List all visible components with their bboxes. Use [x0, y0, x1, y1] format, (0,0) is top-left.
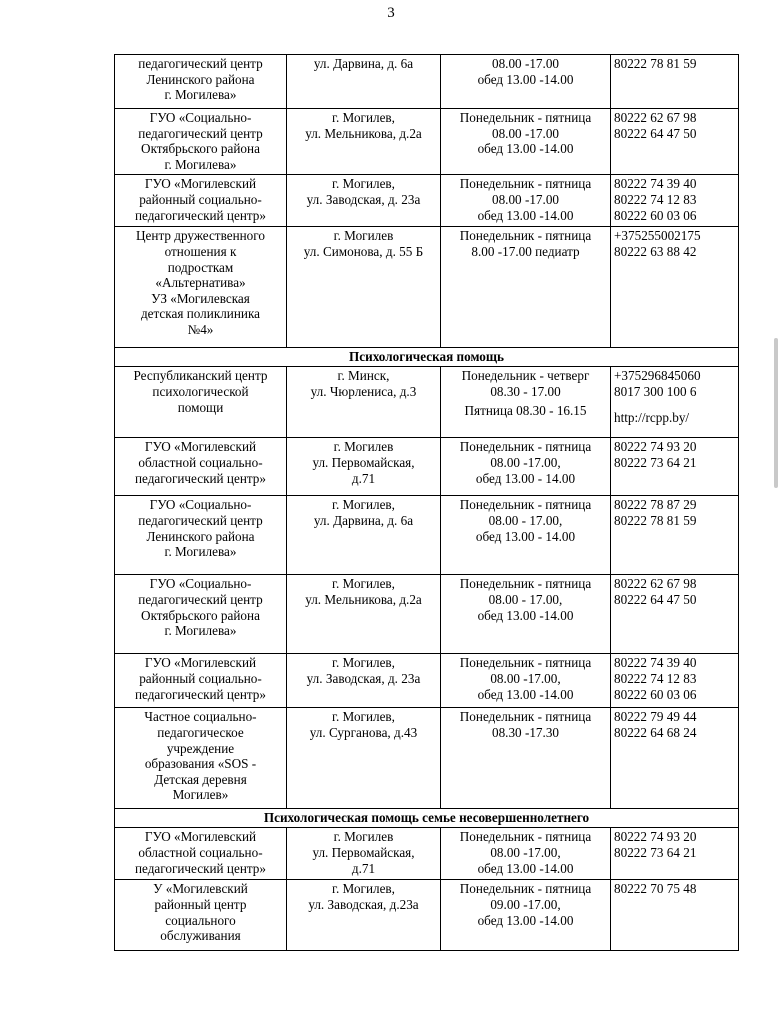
- cell-line: 80222 63 88 42: [614, 243, 697, 259]
- cell-line: ул. Сурганова, д.43: [309, 724, 418, 740]
- address-cell: [287, 575, 441, 654]
- cell-line: ГУО «Могилевский: [144, 176, 257, 192]
- hours-cell: [441, 55, 611, 109]
- cell-line: Понедельник - пятница: [459, 439, 592, 455]
- cell-line: Понедельник - четверг: [461, 368, 590, 384]
- cell-line: 80222 73 64 21: [614, 454, 697, 470]
- cell-line: 80222 74 39 40: [614, 176, 697, 192]
- table-row: [115, 175, 739, 227]
- phone-cell: [611, 880, 739, 951]
- cell-line: 80222 62 67 98: [614, 110, 697, 125]
- cell-line: 08.00 -17.00: [491, 191, 560, 207]
- cell-line: педагогический центр»: [134, 686, 266, 702]
- cell-line: отношения к: [164, 243, 237, 259]
- website-link[interactable]: http://rcpp.by/: [614, 409, 690, 425]
- cell-line: 09.00 -17.00,: [490, 896, 561, 912]
- cell-line: ул. Дарвина, д. 6а: [313, 56, 414, 71]
- cell-line: 80222 74 93 20: [614, 439, 697, 455]
- hours-cell: [441, 654, 611, 708]
- cell-line: 08.00 -17.00: [491, 56, 560, 71]
- cell-line: У «Могилевский: [153, 881, 248, 897]
- cell-line: г. Могилев: [333, 228, 394, 244]
- cell-line: ул. Заводская, д. 23а: [306, 670, 421, 686]
- phone-cell: [611, 367, 739, 438]
- cell-line: «Альтернатива»: [155, 275, 246, 291]
- cell-line: психологической: [152, 383, 249, 399]
- hours-cell: [441, 367, 611, 438]
- cell-line: обед 13.00 -14.00: [477, 686, 574, 702]
- cell-line: ул. Симонова, д. 55 Б: [303, 243, 424, 259]
- phone-cell: [611, 438, 739, 496]
- cell-line: ул. Дарвина, д. 6а: [313, 512, 414, 528]
- organization-cell: [115, 575, 287, 654]
- address-cell: [287, 880, 441, 951]
- cell-line: Пятница 08.30 - 16.15: [464, 402, 587, 418]
- organization-cell: [115, 828, 287, 880]
- cell-line: педагогический центр: [138, 56, 263, 71]
- address-cell: [287, 708, 441, 809]
- cell-line: Понедельник - пятница: [459, 576, 592, 592]
- cell-line: д.71: [351, 470, 376, 486]
- address-cell: [287, 654, 441, 708]
- section-title: Психологическая помощь семье несовершеннолетнего: [115, 809, 739, 828]
- cell-line: областной социально-: [138, 844, 263, 860]
- cell-line: 08.30 - 17.00: [490, 383, 561, 399]
- cell-line: 80222 78 81 59: [614, 512, 697, 528]
- cell-line: Понедельник - пятница: [459, 881, 592, 897]
- cell-line: ул. Первомайская,: [312, 454, 415, 470]
- cell-line: 80222 60 03 06: [614, 207, 697, 223]
- address-cell: [287, 227, 441, 348]
- contacts-table-body: [115, 55, 739, 951]
- cell-line: педагогический центр: [138, 512, 263, 528]
- phone-cell: [611, 227, 739, 348]
- cell-line: г. Могилева»: [164, 544, 237, 560]
- hours-cell: [441, 575, 611, 654]
- hours-cell: [441, 227, 611, 348]
- cell-line: помощи: [177, 399, 224, 415]
- address-cell: [287, 367, 441, 438]
- cell-line: обед 13.00 -14.00: [477, 207, 574, 223]
- cell-line: ул. Мельникова, д.2а: [305, 125, 422, 141]
- phone-cell: [611, 109, 739, 175]
- cell-line: Октябрьского района: [141, 141, 260, 157]
- cell-line: 08.00 -17.00,: [490, 454, 561, 470]
- cell-line: районный центр: [154, 896, 247, 912]
- cell-line: г. Могилев,: [332, 497, 395, 513]
- cell-line: 80222 64 47 50: [614, 125, 697, 141]
- address-cell: [287, 175, 441, 227]
- cell-line: +375255002175: [614, 228, 701, 244]
- cell-line: Республиканский центр: [133, 368, 268, 384]
- cell-line: г. Могилева»: [164, 87, 237, 103]
- cell-line: 08.00 - 17.00,: [488, 591, 563, 607]
- hours-cell: [441, 175, 611, 227]
- cell-line: 80222 62 67 98: [614, 576, 697, 592]
- cell-line: социального: [165, 912, 236, 928]
- phone-cell: [611, 708, 739, 809]
- cell-line: 80222 78 81 59: [614, 56, 697, 71]
- cell-line: 80222 74 93 20: [614, 829, 697, 845]
- cell-line: Понедельник - пятница: [459, 176, 592, 192]
- page-number: 3: [387, 5, 395, 21]
- table-row: [115, 55, 739, 109]
- cell-line: УЗ «Могилевская: [151, 290, 250, 306]
- cell-line: обед 13.00 - 14.00: [475, 528, 576, 544]
- cell-line: учреждение: [166, 740, 235, 756]
- cell-line: 80222 60 03 06: [614, 686, 697, 702]
- cell-line: г. Могилева»: [164, 623, 237, 639]
- phone-cell: [611, 828, 739, 880]
- cell-line: Детская деревня: [154, 771, 247, 787]
- table-row: [115, 575, 739, 654]
- organization-cell: [115, 654, 287, 708]
- cell-line: педагогический центр: [138, 125, 263, 141]
- table-row: [115, 438, 739, 496]
- table-row: [115, 367, 739, 438]
- organization-cell: [115, 55, 287, 109]
- cell-line: 8017 300 100 6: [614, 383, 697, 399]
- cell-line: обед 13.00 -14.00: [477, 860, 574, 876]
- cell-line: ул. Мельникова, д.2а: [305, 591, 422, 607]
- organization-cell: [115, 227, 287, 348]
- hours-cell: [441, 438, 611, 496]
- section-header-row: [115, 348, 739, 367]
- cell-line: г. Могилев,: [332, 176, 395, 192]
- cell-line: Ленинского района: [146, 528, 255, 544]
- table-row: [115, 654, 739, 708]
- section-header-row: [115, 809, 739, 828]
- cell-line: 80222 74 39 40: [614, 655, 697, 671]
- phone-cell: [611, 175, 739, 227]
- cell-line: 80222 79 49 44: [614, 709, 697, 725]
- cell-line: 80222 73 64 21: [614, 844, 697, 860]
- organization-cell: [115, 109, 287, 175]
- cell-line: 08.00 -17.00: [491, 125, 560, 141]
- cell-line: областной социально-: [138, 454, 263, 470]
- scrollbar[interactable]: [774, 338, 778, 488]
- cell-line: г. Могилев,: [332, 110, 395, 125]
- cell-line: Ленинского района: [146, 71, 255, 87]
- cell-line: ГУО «Социально-: [149, 576, 252, 592]
- cell-line: образования «SOS -: [144, 756, 257, 772]
- phone-cell: [611, 496, 739, 575]
- address-cell: [287, 496, 441, 575]
- cell-line: Понедельник - пятница: [459, 829, 592, 845]
- cell-line: Понедельник - пятница: [459, 655, 592, 671]
- organization-cell: [115, 496, 287, 575]
- cell-line: обед 13.00 - 14.00: [475, 470, 576, 486]
- cell-line: 08.00 -17.00,: [490, 670, 561, 686]
- cell-line: районный социально-: [139, 191, 262, 207]
- cell-line: ГУО «Могилевский: [144, 829, 257, 845]
- organization-cell: [115, 367, 287, 438]
- table-row: [115, 880, 739, 951]
- cell-line: г. Могилев: [333, 829, 394, 845]
- cell-line: обед 13.00 -14.00: [477, 912, 574, 928]
- cell-line: педагогическое: [157, 724, 244, 740]
- cell-line: г. Могилев,: [332, 881, 395, 897]
- cell-line: 80222 78 87 29: [614, 497, 697, 513]
- cell-line: ГУО «Социально-: [149, 497, 252, 513]
- cell-line: 80222 74 12 83: [614, 191, 697, 207]
- hours-cell: [441, 496, 611, 575]
- cell-line: обед 13.00 -14.00: [477, 71, 574, 87]
- cell-line: районный социально-: [139, 670, 262, 686]
- cell-line: 80222 64 68 24: [614, 724, 697, 740]
- cell-line: 08.00 - 17.00,: [488, 512, 563, 528]
- cell-line: 08.30 -17.30: [491, 724, 560, 740]
- table-row: [115, 828, 739, 880]
- address-cell: [287, 55, 441, 109]
- address-cell: [287, 828, 441, 880]
- cell-line: г. Минск,: [337, 368, 390, 384]
- address-cell: [287, 438, 441, 496]
- cell-line: Понедельник - пятница: [459, 497, 592, 513]
- address-cell: [287, 109, 441, 175]
- hours-cell: [441, 708, 611, 809]
- phone-cell: [611, 575, 739, 654]
- cell-line: Частное социально-: [144, 709, 257, 725]
- cell-line: Понедельник - пятница: [459, 228, 592, 244]
- organization-cell: [115, 438, 287, 496]
- table-row: [115, 227, 739, 348]
- cell-line: педагогический центр: [138, 591, 263, 607]
- cell-line: 80222 70 75 48: [614, 881, 697, 897]
- cell-line: Понедельник - пятница: [459, 110, 592, 125]
- cell-line: обед 13.00 -14.00: [477, 607, 574, 623]
- cell-line: ул. Первомайская,: [312, 844, 415, 860]
- cell-line: №4»: [187, 321, 214, 337]
- cell-line: г. Могилев,: [332, 709, 395, 725]
- cell-line: обед 13.00 -14.00: [477, 141, 574, 157]
- organization-cell: [115, 175, 287, 227]
- cell-line: Понедельник - пятница: [459, 709, 592, 725]
- cell-line: г. Могилева»: [164, 156, 237, 172]
- table-row: [115, 109, 739, 175]
- cell-line: +375296845060: [614, 368, 701, 384]
- phone-cell: [611, 55, 739, 109]
- cell-line: г. Могилев,: [332, 576, 395, 592]
- cell-line: ул. Заводская, д.23а: [308, 896, 419, 912]
- hours-cell: [441, 828, 611, 880]
- table-row: [115, 708, 739, 809]
- cell-line: детская поликлиника: [140, 306, 261, 322]
- cell-line: Могилев»: [172, 787, 229, 803]
- contacts-table: [114, 54, 739, 951]
- cell-line: Октябрьского района: [141, 607, 260, 623]
- cell-line: г. Могилев,: [332, 655, 395, 671]
- organization-cell: [115, 880, 287, 951]
- cell-line: ул. Заводская, д. 23а: [306, 191, 421, 207]
- cell-line: подросткам: [167, 259, 234, 275]
- cell-line: ул. Чюрлениса, д.3: [310, 383, 417, 399]
- cell-line: 08.00 -17.00,: [490, 844, 561, 860]
- cell-line: педагогический центр»: [134, 470, 266, 486]
- hours-cell: [441, 880, 611, 951]
- cell-line: ГУО «Могилевский: [144, 439, 257, 455]
- cell-line: 8.00 -17.00 педиатр: [471, 243, 580, 259]
- cell-line: д.71: [351, 860, 376, 876]
- cell-line: 80222 64 47 50: [614, 591, 697, 607]
- section-title: Психологическая помощь: [115, 348, 739, 367]
- cell-line: г. Могилев: [333, 439, 394, 455]
- phone-cell: [611, 654, 739, 708]
- cell-line: обслуживания: [160, 928, 241, 944]
- organization-cell: [115, 708, 287, 809]
- cell-line: педагогический центр»: [134, 207, 266, 223]
- cell-line: ГУО «Социально-: [149, 110, 252, 125]
- cell-line: Центр дружественного: [136, 228, 265, 244]
- hours-cell: [441, 109, 611, 175]
- cell-line: педагогический центр»: [134, 860, 266, 876]
- table-row: [115, 496, 739, 575]
- cell-line: ГУО «Могилевский: [144, 655, 257, 671]
- cell-line: 80222 74 12 83: [614, 670, 697, 686]
